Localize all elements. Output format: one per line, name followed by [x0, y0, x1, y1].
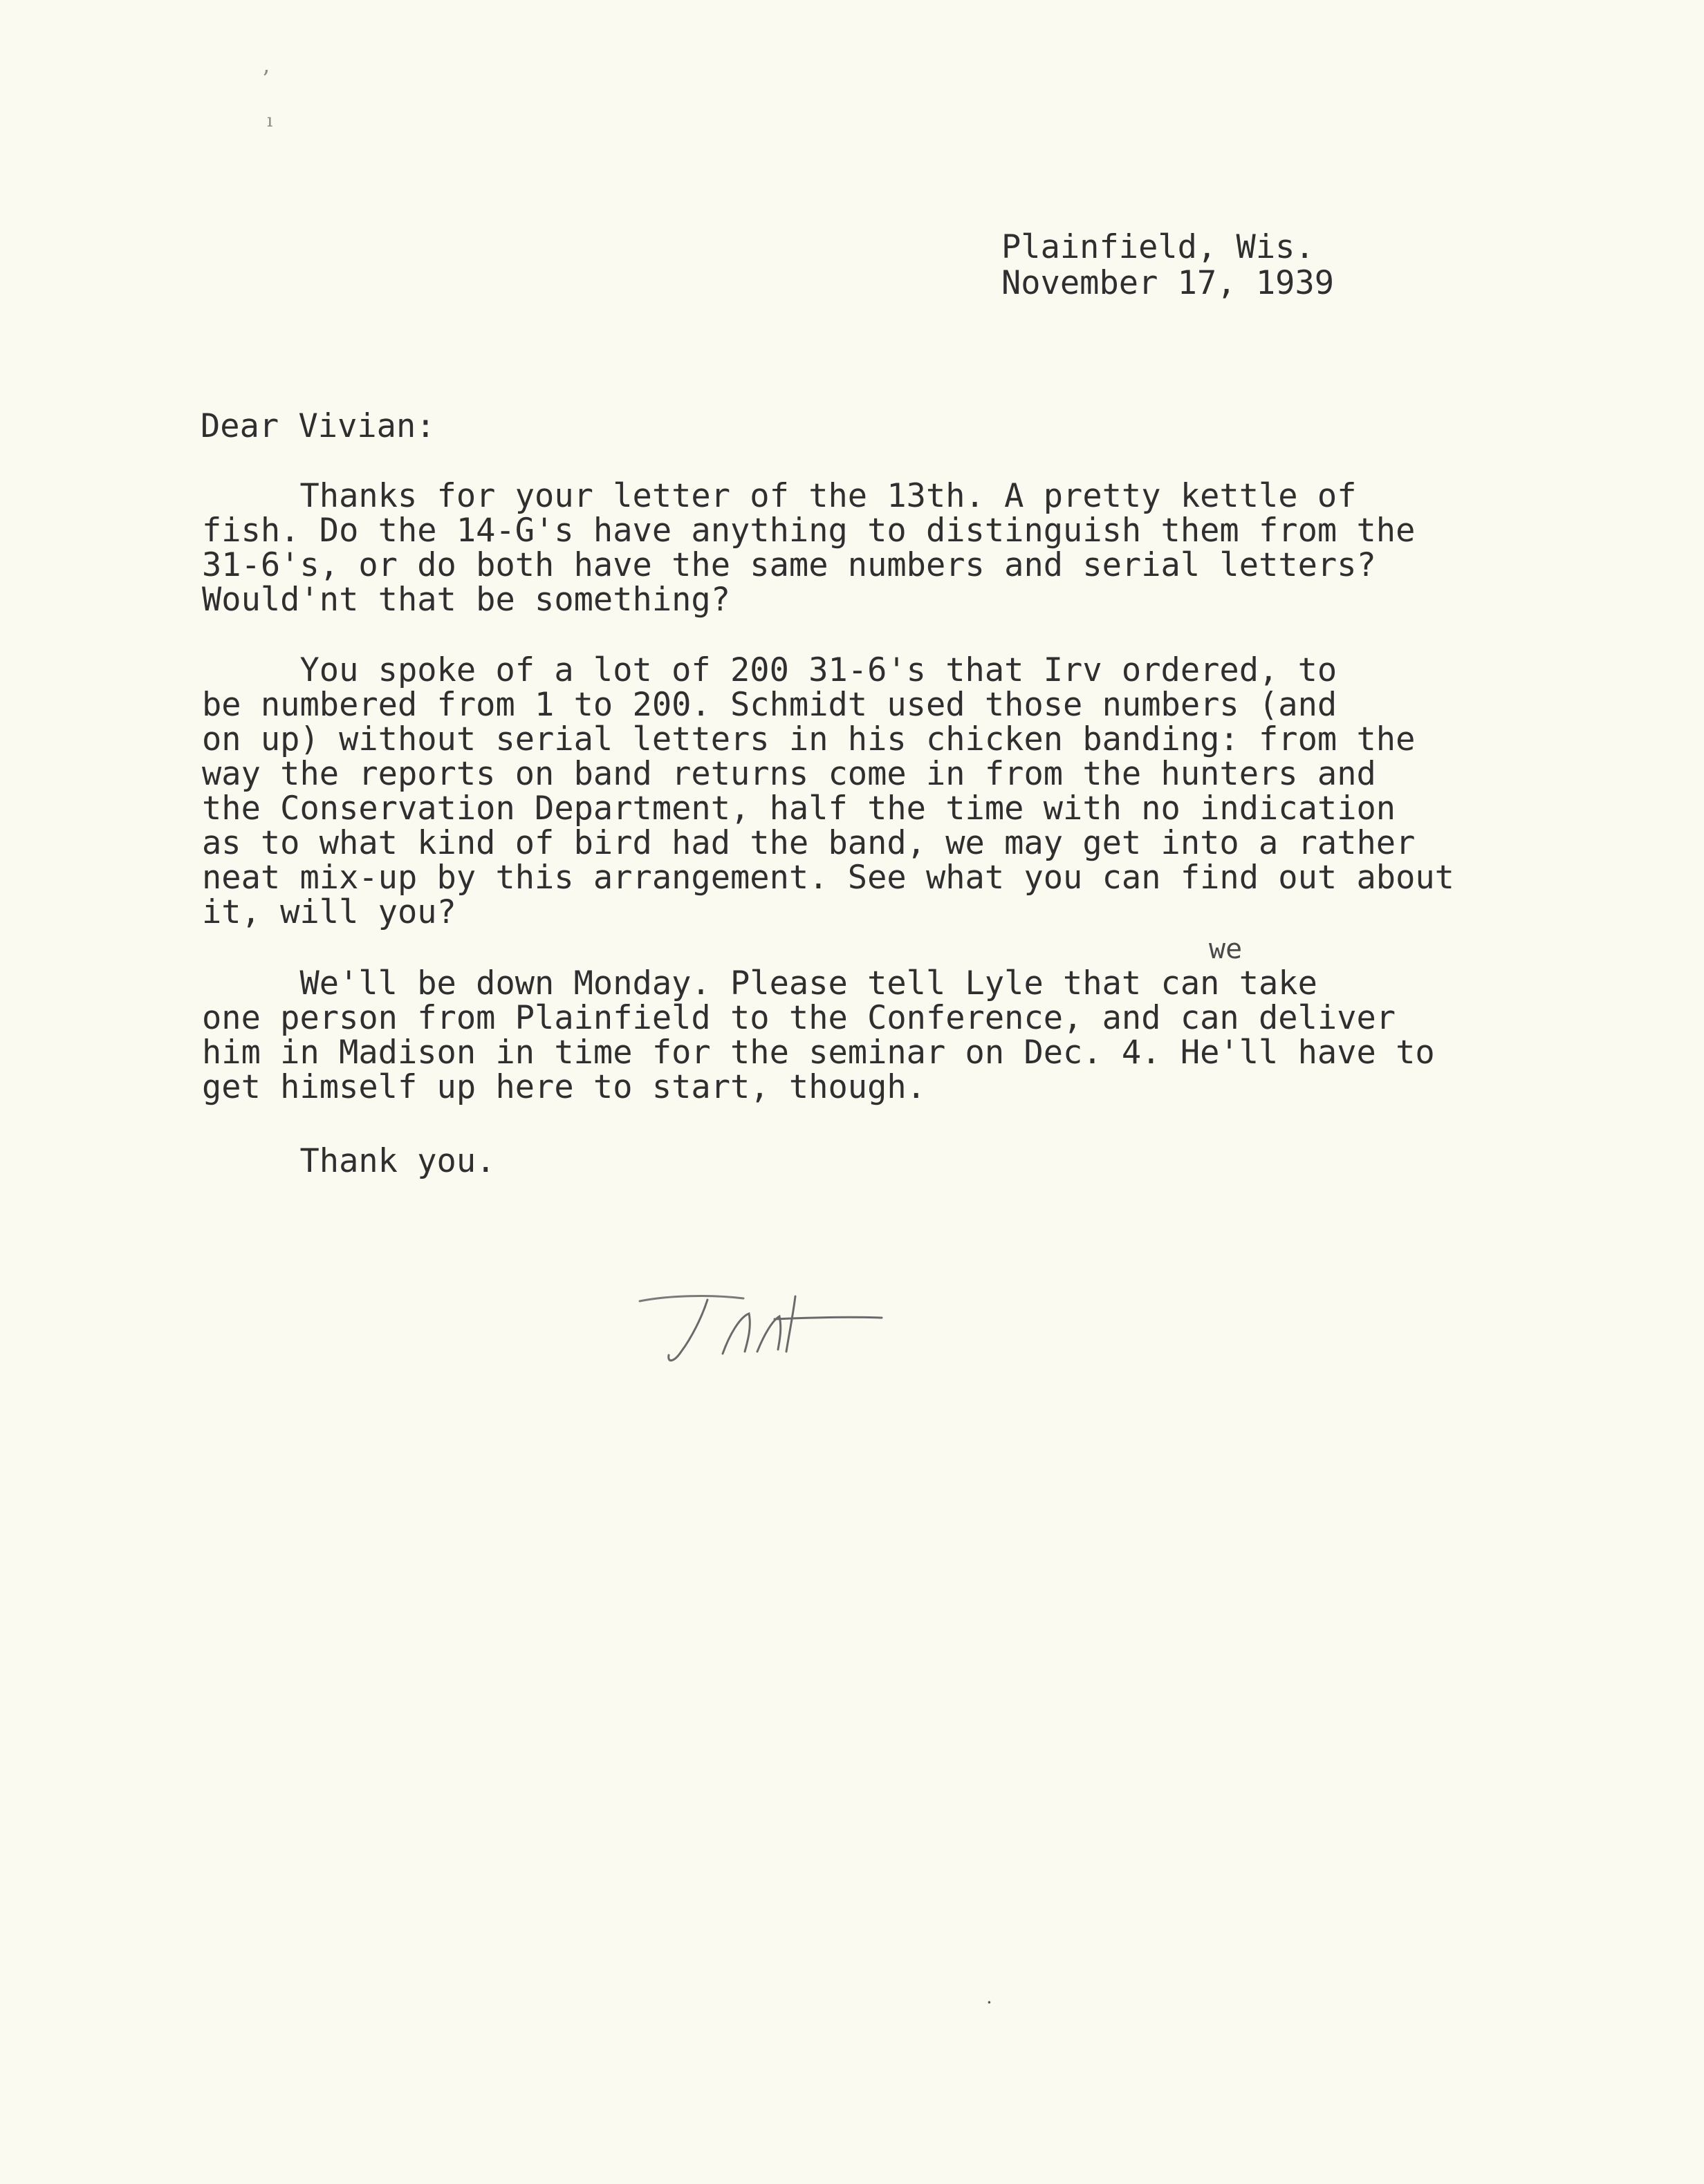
paragraph3-line: get himself up here to start, though.: [202, 1068, 926, 1106]
paragraph1-line: Would'nt that be something?: [202, 581, 731, 619]
letter-date: November 17, 1939: [1001, 264, 1335, 302]
paragraph2-line: the Conservation Department, half the time with no indication: [202, 790, 1396, 828]
insertion-note: we: [1209, 933, 1243, 965]
pencil-mark: ʼ: [261, 66, 269, 93]
paragraph2-line: as to what kind of bird had the band, we may get into a rather: [202, 824, 1416, 862]
paragraph2-line: it, will you?: [202, 893, 456, 931]
paragraph2-line: way the reports on band returns come in from the hunters and: [202, 755, 1376, 793]
paragraph2-line: neat mix-up by this arrangement. See what you can find out about: [202, 859, 1454, 897]
paragraph3-line: We'll be down Monday. Please tell Lyle that can take: [202, 964, 1317, 1002]
closing: Thank you.: [202, 1142, 496, 1180]
letter-place: Plainfield, Wis.: [1001, 228, 1315, 266]
paragraph1-line: fish. Do the 14-G's have anything to distinguish them from the: [202, 512, 1416, 550]
paragraph1-line: Thanks for your letter of the 13th. A pretty kettle of: [202, 477, 1357, 515]
paragraph2-line: on up) without serial letters in his chicken banding: from the: [202, 720, 1416, 758]
salutation: Dear Vivian:: [201, 407, 436, 445]
paragraph3-line: him in Madison in time for the seminar on Dec. 4. He'll have to: [202, 1034, 1435, 1072]
handwritten-signature: [626, 1286, 916, 1376]
pencil-mark: ı: [267, 111, 273, 131]
paragraph2-line: You spoke of a lot of 200 31-6's that Irv ordered, to: [202, 651, 1337, 689]
paragraph3-line: one person from Plainfield to the Conference, and can deliver: [202, 999, 1396, 1037]
paragraph1-line: 31-6's, or do both have the same numbers and serial letters?: [202, 546, 1376, 584]
ink-dot: ·: [986, 1991, 992, 2014]
paragraph2-line: be numbered from 1 to 200. Schmidt used those numbers (and: [202, 686, 1337, 724]
